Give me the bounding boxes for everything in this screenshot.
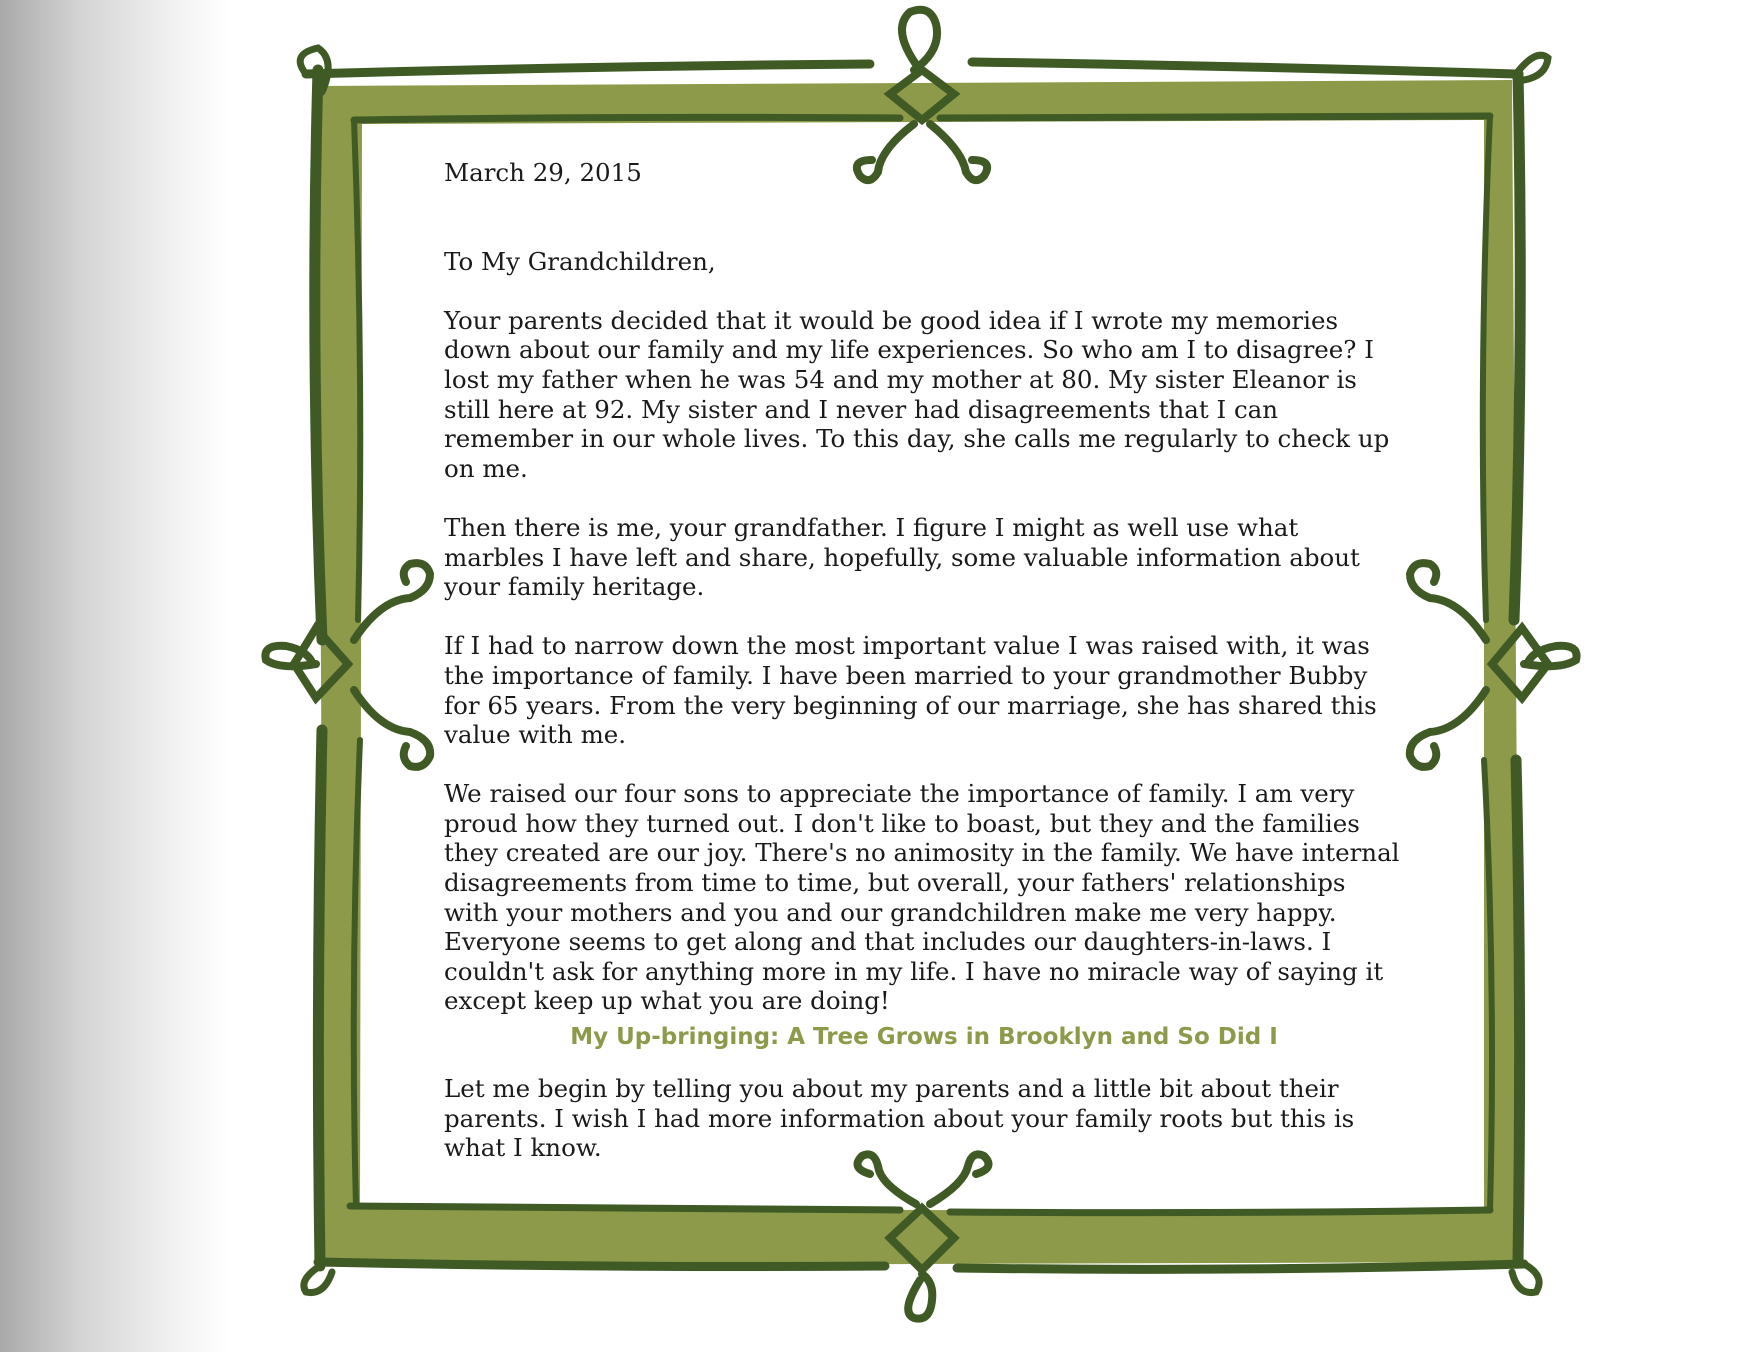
paragraph-four-sons: We raised our four sons to appreciate the importance of family. I am very proud how they turned out. I don't like to boast, but they and the families they created are our joy. There's no animosity in the family. We have internal disagreements from time to time, but overall, your fathers' relationships with your mothers and you and our grandchildren make me very happy. Everyone seems to get along and that includes our daughters-in-laws. I couldn't ask for anything more in my life. I have no miracle way of saying it except keep up what you are doing! — [444, 779, 1400, 1016]
section-heading: My Up-bringing: A Tree Grows in Brooklyn and So Did I — [570, 1024, 1278, 1051]
paragraph-memories: Your parents decided that it would be good idea if I wrote my memories down about our family and my life experiences. So who am I to disagree? I lost my father when he was 54 and my mother at 80. My sister Eleanor is still here at 92. My sister and I never had disagreements that I can remember in our whole lives. To this day, she calls me regularly to check up on me. — [444, 305, 1390, 483]
paragraph-parents: Let me begin by telling you about my parents and a little bit about their parents. I wish I had more information about your family roots but this is what I know. — [444, 1074, 1355, 1163]
letter-date: March 29, 2015 — [444, 158, 642, 187]
paragraph-family-value: If I had to narrow down the most important value I was raised with, it was the importance of family. I have been married to your grandmother Bubby for 65 years. From the very beginning of our marriage, she has shared this value with me. — [444, 631, 1377, 750]
paragraph-grandfather: Then there is me, your grandfather. I figure I might as well use what marbles I have left and share, hopefully, some valuable information about your family heritage. — [444, 512, 1360, 602]
letter-salutation: To My Grandchildren, — [444, 246, 716, 276]
letter-body — [444, 158, 1404, 1192]
